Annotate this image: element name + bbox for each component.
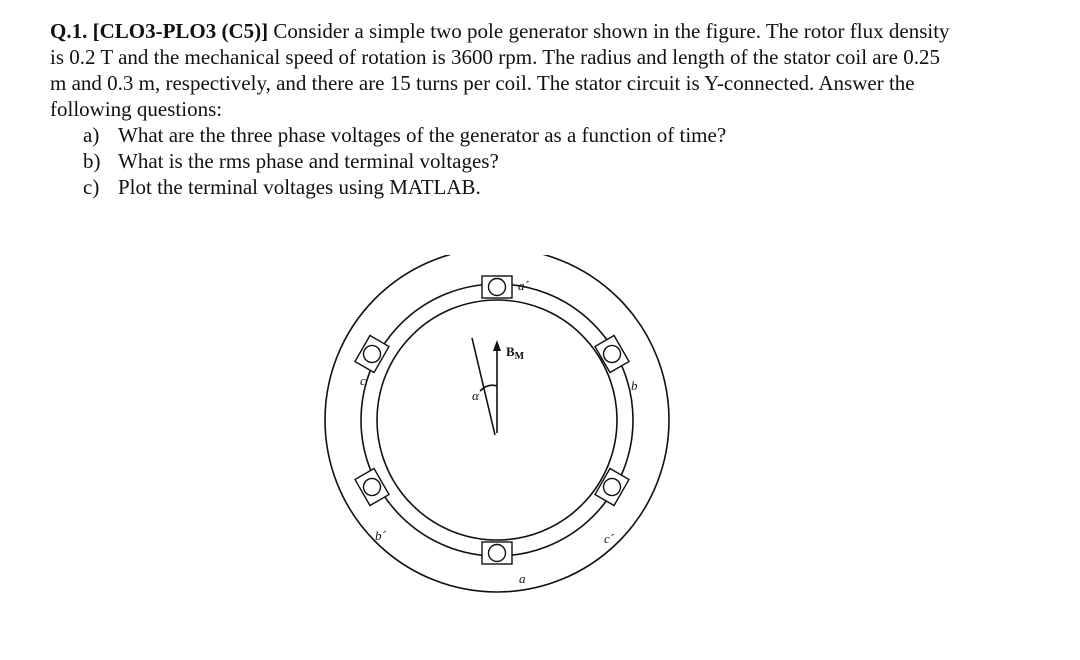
sub-question-b: [50, 148, 950, 174]
sub-question-text: Plot the terminal voltages using MATLAB.: [118, 175, 481, 199]
reference-axis-line: [472, 338, 495, 435]
coil-slot-a: [482, 542, 512, 564]
coil-label-b-prime: b´: [375, 528, 386, 543]
generator-figure: [320, 255, 680, 600]
coil-slot-c-prime: [595, 469, 629, 506]
coil-label-c-prime: c´: [604, 531, 615, 546]
sub-question-letter: c): [83, 175, 100, 199]
sub-question-list: [50, 122, 950, 200]
generator-diagram: [320, 255, 680, 600]
coil-slot-a-prime: [482, 276, 512, 298]
sub-question-c: [50, 174, 950, 200]
coil-label-a-prime: a´: [518, 278, 529, 293]
question-intro: Consider a simple two pole generator shown in the figure. The rotor flux density is 0.2 T and the mechanical speed of rotation is 3600 rpm. The radius and length of the stator coil are 0.25 m and 0.3 m, respectively, and there are 15 turns per coil. The stator circuit is Y-connected. Answer the following questions:: [50, 19, 950, 121]
sub-question-text: What are the three phase voltages of the generator as a function of time?: [118, 123, 727, 147]
coil-slot-b-prime: [355, 469, 389, 506]
question-label: Q.1. [CLO3-PLO3 (C5)]: [50, 19, 269, 43]
sub-question-letter: b): [83, 149, 101, 173]
sub-question-a: [50, 122, 950, 148]
sub-question-text: What is the rms phase and terminal voltages?: [118, 149, 499, 173]
coil-slot-b: [595, 336, 629, 373]
coil-slot-c: [355, 336, 389, 373]
question-stem: [50, 18, 950, 122]
angle-arc: [480, 385, 497, 391]
flux-vector-arrowhead: [493, 340, 501, 351]
question-block: [50, 18, 950, 200]
coil-label-a: a: [519, 571, 526, 586]
flux-vector-label: $B_M$: [506, 344, 525, 362]
coil-label-b: b: [631, 378, 638, 393]
coil-label-c: c: [360, 373, 366, 388]
sub-question-letter: a): [83, 123, 100, 147]
angle-label: α: [472, 388, 479, 403]
